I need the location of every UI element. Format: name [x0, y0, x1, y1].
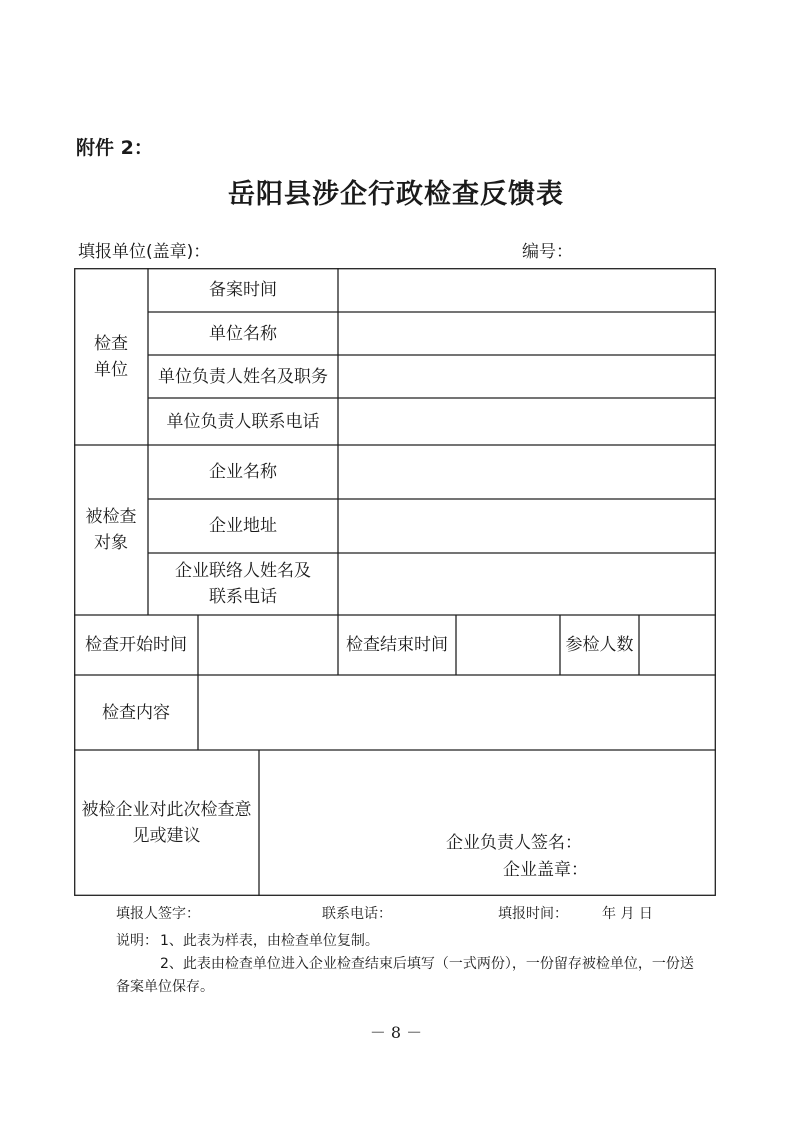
- notes-label: 说明：: [116, 933, 158, 949]
- fill-time-label: 填报时间：: [498, 906, 568, 922]
- unit-head-name-title-label: 单位负责人姓名及职务: [158, 366, 328, 387]
- fill-date: 年 月 日: [602, 906, 653, 922]
- page-number: － 8 －: [369, 1023, 423, 1042]
- company-contact-label: 企业联络人姓名及联系电话: [175, 561, 311, 607]
- company-head-signature: 企业负责人签名：: [446, 833, 582, 853]
- note-1: 1、此表为样表，由检查单位复制。: [160, 933, 379, 949]
- company-name-label: 企业名称: [209, 462, 277, 482]
- end-time-label: 检查结束时间: [346, 635, 448, 655]
- filing-time-label: 备案时间: [209, 280, 277, 300]
- participants-label: 参检人数: [565, 635, 634, 655]
- filler-signature-label: 填报人签字：: [116, 906, 200, 922]
- unit-head-phone-label: 单位负责人联系电话: [166, 411, 320, 432]
- company-address-label: 企业地址: [209, 516, 277, 536]
- inspection-content-label: 检查内容: [102, 702, 170, 723]
- attachment-label: 附件 2：: [76, 137, 153, 159]
- fill-unit-label: 填报单位(盖章)：: [78, 242, 211, 262]
- unit-name-label: 单位名称: [209, 323, 277, 344]
- contact-phone-label: 联系电话：: [322, 906, 392, 922]
- inspected-group-label: 被检查对象: [85, 507, 137, 553]
- feedback-table: [74, 268, 716, 896]
- start-time-label: 检查开始时间: [85, 635, 187, 655]
- inspector-group-label: 检查单位: [94, 333, 128, 380]
- company-seal: 企业盖章：: [503, 860, 588, 880]
- number-label: 编号：: [522, 242, 573, 262]
- note-2: 2、此表由检查单位进入企业检查结束后填写（一式两份），一份留存被检单位，一份送备案单位保存。: [116, 956, 694, 995]
- form-title: 岳阳县涉企行政检查反馈表: [228, 179, 564, 210]
- feedback-label: 被检企业对此次检查意见或建议: [81, 800, 252, 846]
